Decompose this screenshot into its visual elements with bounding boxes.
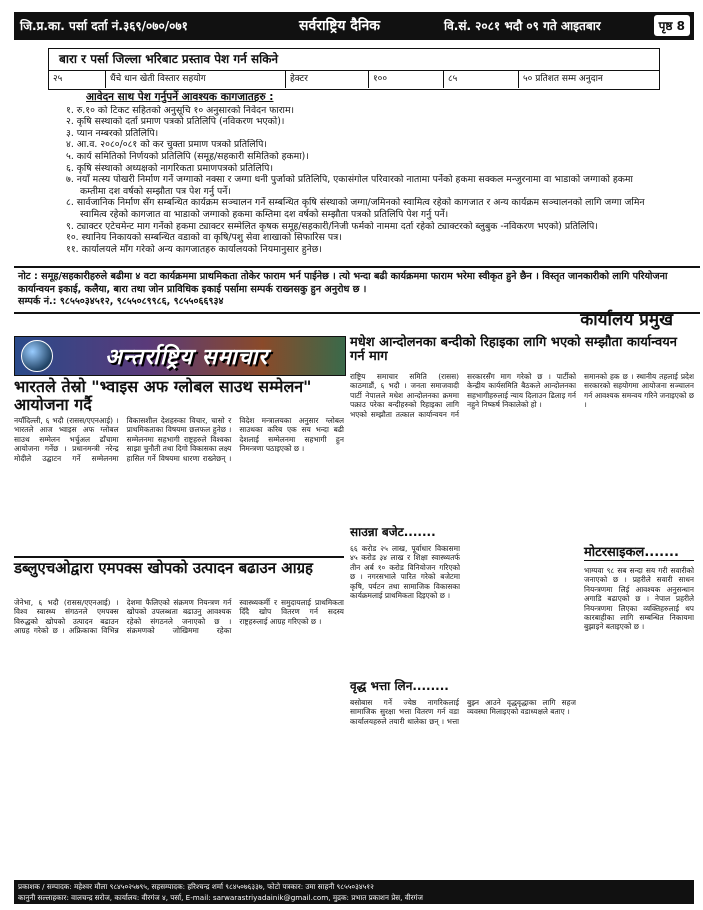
article-madhesh-prisoners: राष्ट्रिय समाचार समिति (रासस) काठमाडौं, ६ भदौ । जनता समाजवादी पार्टी नेपालले मधेश आन्दोलनका क्रममा पक्राउ परेका बन्दीहरुको रिहाइका लागि भएको सम्झौता तत्काल कार्यान्वयन गर्न सरकारसँग माग गरेको छ । पार्टीको केन्द्रीय कार्यसमिति बैठकले आन्दोलनका सहभागीहरुलाई न्याय दिलाउन ढिलाइ गर्न नहुने निष्कर्ष निकालेको हो । bbox=[350, 372, 576, 419]
requirements-list bbox=[48, 92, 658, 255]
article-budget: ६६ करोड २५ लाख, पूर्वाधार विकासमा ४५ करोड ३४ लाख र शिक्षा स्वास्थ्यतर्फ तीन अर्ब १० करोड विनियोजन गरिएको छ । नगरसभाले पारित गरेको बजेटमा कृषि, पर्यटन तथा सामाजिक विकासका कार्यक्रमलाई प्राथमिकता दिइएको छ । bbox=[350, 544, 460, 601]
table-cell-sn: २५ bbox=[49, 71, 106, 88]
banner-title: अन्तर्राष्ट्रिय समाचार bbox=[105, 345, 269, 370]
footer-contact: कानुनी सल्लाहकार: वालचन्द्र सरोज, कार्यालय: वीरगंज ४, पर्सा, E-mail: sarwarastriyadainik@gmail.com, मुद्रक: प्रभात प्रकाशन प्रेस, वीरगंज bbox=[18, 893, 423, 902]
headline-elderly-allowance: वृद्ध भत्ता लिन........ bbox=[350, 679, 449, 693]
masthead-bar bbox=[14, 12, 694, 40]
table-cell-unit: हेक्टर bbox=[286, 71, 369, 88]
issue-date: वि.सं. २०८१ भदौ ०९ गते आइतबार bbox=[444, 19, 601, 33]
table-cell-subsidy: ५० प्रतिशत सम्म अनुदान bbox=[523, 74, 603, 84]
notice-table bbox=[48, 48, 660, 90]
page-number: पृष्ठ 8 bbox=[654, 15, 690, 36]
international-news-banner bbox=[14, 336, 346, 376]
note-text: नोट : समूह/सहकारीहरुले बढीमा ४ वटा कार्यक्रममा प्राथमिकता तोकेर फाराम भर्न पाईनेछ । त्यो भन्दा बढी कार्यक्रममा फाराम भरेमा स्वीकृत हुने छैन । विस्तृत जानकारीको लागि परियोजना कार्यान्वयन इकाई, कलैया, बारा तथा जोन प्राविधिक इकाई पर्सामा सम्पर्क राख्नसकु हुन अनुरोध छ । bbox=[18, 271, 668, 295]
paper-name: सर्वराष्ट्रिय दैनिक bbox=[299, 18, 380, 34]
notice-table-title: बारा र पर्सा जिल्ला भरिबाट प्रस्ताव पेश गर्न सकिने bbox=[49, 49, 659, 71]
globe-icon bbox=[21, 340, 53, 372]
headline-india-summit: भारतले तेस्रो "भ्वाइस अफ ग्लोबल साउथ सम्मेलन" आयोजना गर्दै bbox=[14, 377, 312, 414]
headline-madhesh-prisoners: मधेश आन्दोलनका बन्दीको रिहाइका लागि भएको सम्झौता कार्यान्वयन गर्न माग bbox=[350, 335, 677, 365]
article-elderly-allowance: बसोबास गर्ने ज्येष्ठ नागरिकलाई सामाजिक सुरक्षा भत्ता वितरण गर्न वडा कार्यालयहरुले तयारी थालेका छन् । भत्ता बुझ्न आउने वृद्धवृद्धाका लागि सहज व्यवस्था मिलाइएको वडाध्यक्षले बताए । bbox=[350, 698, 576, 726]
contact-numbers: सम्पर्क नं.: ९८५५०३४५१२, ९८५५०८९९८६, ९८५५०६६९३४ bbox=[18, 296, 224, 307]
list-item: १०. स्थानिय निकायको सम्बन्धित वडाको वा कृषि/पशु सेवा शाखाको सिफारिस पत्र। bbox=[66, 232, 342, 244]
list-item: ८. सार्वजानिक निर्माण सँग सम्बन्धित कार्यक्रम सञ्चालन गर्ने सम्बन्धित कृषि संस्थाको जग्गा/जमिनको स्वामित्व रहेको कागजात र अन्य कार्यक्रम सञ्चालनको लागि जग्गा जमिन स्वामित्व रहेको कागजात वा भाडाको जग्गाको हकमा कम्तिमा दश वर्षको सम्झौता पत्रको प्रतिलिपि पेश गर्नु पर्ने। bbox=[66, 197, 645, 220]
signature-title: कार्यालय प्रमुख bbox=[580, 310, 673, 330]
table-cell-program: धैंचे धान खेती विस्तार सहयोग bbox=[106, 71, 286, 88]
table-cell-budget: ८५ bbox=[444, 71, 519, 88]
divider bbox=[14, 556, 344, 558]
list-item: ५. कार्य समितिको निर्णयको प्रतिलिपि (समूह/सहकारी समितिको हकमा)। bbox=[66, 150, 309, 162]
list-item: ६. कृषि संस्थाको अध्यक्षको नागरिकता प्रमाणपत्रको प्रतिलिपि। bbox=[66, 162, 273, 174]
footer-bar bbox=[14, 880, 694, 904]
article-motorcycle: भाग्यवा ९८ सब सन्दा सय गरी सवारीको जनाएको छ । प्रहरीले सवारी साधन नियन्त्रणमा लिई आवश्यक अनुसन्धान अगाडि बढाएको छ । नेपाल प्रहरीले नियन्त्रणमा लिएका व्यक्तिहरुलाई थप कारबाहीका लागि सम्बन्धित निकायमा बुझाइने बताइएको छ । bbox=[584, 566, 694, 632]
footer-publisher: प्रकाशक / सम्पादक: महेश्वर मौला ९८४५०२५७९५, सहसम्पादक: हरिश्चन्द्र शर्मा ९८४५०७६३३७, फोटो पत्रकार: उमा साहनी ९८५५०३४५१२ bbox=[18, 882, 374, 891]
article-continuation: समानको हक छ । स्थानीय तहलाई प्रदेश सरकारको सहयोगमा आयोजना सञ्चालन गर्न आवश्यक समन्वय गरिने जनाइएको छ । bbox=[584, 372, 694, 410]
registration-number: जि.प्र.का. पर्सा दर्ता नं.३६९/०७०/०७१ bbox=[20, 19, 188, 33]
list-item: ११. कार्यालयले माँग गरेको अन्य कागजातहरु कार्यालयको नियमानुसार हुनेछ। bbox=[66, 243, 322, 255]
article-india-summit: नयाँदिल्ली, ६ भदौ (रासस/एएनआई) । भारतले आज भ्वाइस अफ ग्लोबल साउथ सम्मेलन भर्चुअल ढाँचामा आयोजना गर्नेछ । प्रधानमन्त्री नरेन्द्र मोदीले उद्घाटन गर्ने सम्मेलनमा विकासशील देशहरुका विचार, चासो र प्राथमिकताका विषयमा छलफल हुनेछ । सम्मेलनमा सहभागी राष्ट्रहरुले विश्वका साझा चुनौती तथा दिगो विकासका लक्ष्य हासिल गर्ने विषयमा धारणा राख्नेछन् । विदेश मन्त्रालयका अनुसार ग्लोबल साउथका करिब एक सय भन्दा बढी देशलाई सम्मेलनमा सहभागी हुन निमन्त्रणा पठाइएको छ । bbox=[14, 416, 344, 463]
article-who-mpox: जेनेभा, ६ भदौ (रासस/एएनआई) । विश्व स्वास्थ्य संगठनले एमपक्स विरुद्धको खोपको उत्पादन बढाउन आग्रह गरेको छ । अफ्रिकाका विभिन्न देशमा फैलिएको संक्रमण नियन्त्रण गर्न खोपको उपलब्धता बढाउनु आवश्यक रहेको संगठनले जनाएको छ । संक्रमणको जोखिममा रहेका स्वास्थ्यकर्मी र समुदायलाई प्राथमिकता दिँदै खोप वितरण गर्न सदस्य राष्ट्रहरुलाई आग्रह गरिएको छ । bbox=[14, 598, 344, 636]
headline-budget: साउन्ना बजेट....... bbox=[350, 525, 436, 539]
list-item: ७. नयाँ मत्स्य पोखरी निर्माण गर्ने जग्गाको नक्सा र जग्गा धनी पुर्जाको प्रतिलिपि, एकासंगोल परिवारको नातामा पर्नेको हकमा सक्कल मन्जुरनामा वा भाडाको जग्गाको हकमा कम्तीमा दश वर्षको सम्झौता पत्र पेश गर्नु पर्ने। bbox=[66, 174, 633, 197]
table-row bbox=[49, 71, 659, 88]
table-cell-target: १०० bbox=[369, 71, 444, 88]
list-item: ९. ट्याक्टर एटेचमेन्ट माग गर्नेको हकमा ट्याक्टर सम्मेलित कृषक समूह/सहकारी/निजी फर्मको नाममा दर्ता रहेको ट्याक्टरको ब्लुबुक -नविकरण भएको) प्रतिलिपि। bbox=[66, 220, 598, 232]
list-item: ३. प्यान नम्बरको प्रतिलिपि। bbox=[66, 127, 159, 139]
list-item: १. रु.१० को टिकट सहितको अनुसूचि १० अनुसारको निवेदन फाराम। bbox=[66, 104, 295, 116]
requirements-title: आवेदन साथ पेश गर्नुपर्ने आवश्यक कागजातहरु : bbox=[86, 91, 274, 103]
headline-motorcycle: मोटरसाइकल....... bbox=[584, 546, 694, 561]
list-item: ४. आ.व. २०८०/०८१ को कर चुक्ता प्रमाण पत्रको प्रतिलिपि। bbox=[66, 139, 267, 151]
list-item: २. कृषि सस्थाको दर्ता प्रमाण पत्रको प्रतिलिपि (नविकरण भएको)। bbox=[66, 116, 285, 128]
headline-who-mpox: डब्लुएचओद्वारा एमपक्स खोपको उत्पादन बढाउन आग्रह bbox=[14, 559, 314, 577]
